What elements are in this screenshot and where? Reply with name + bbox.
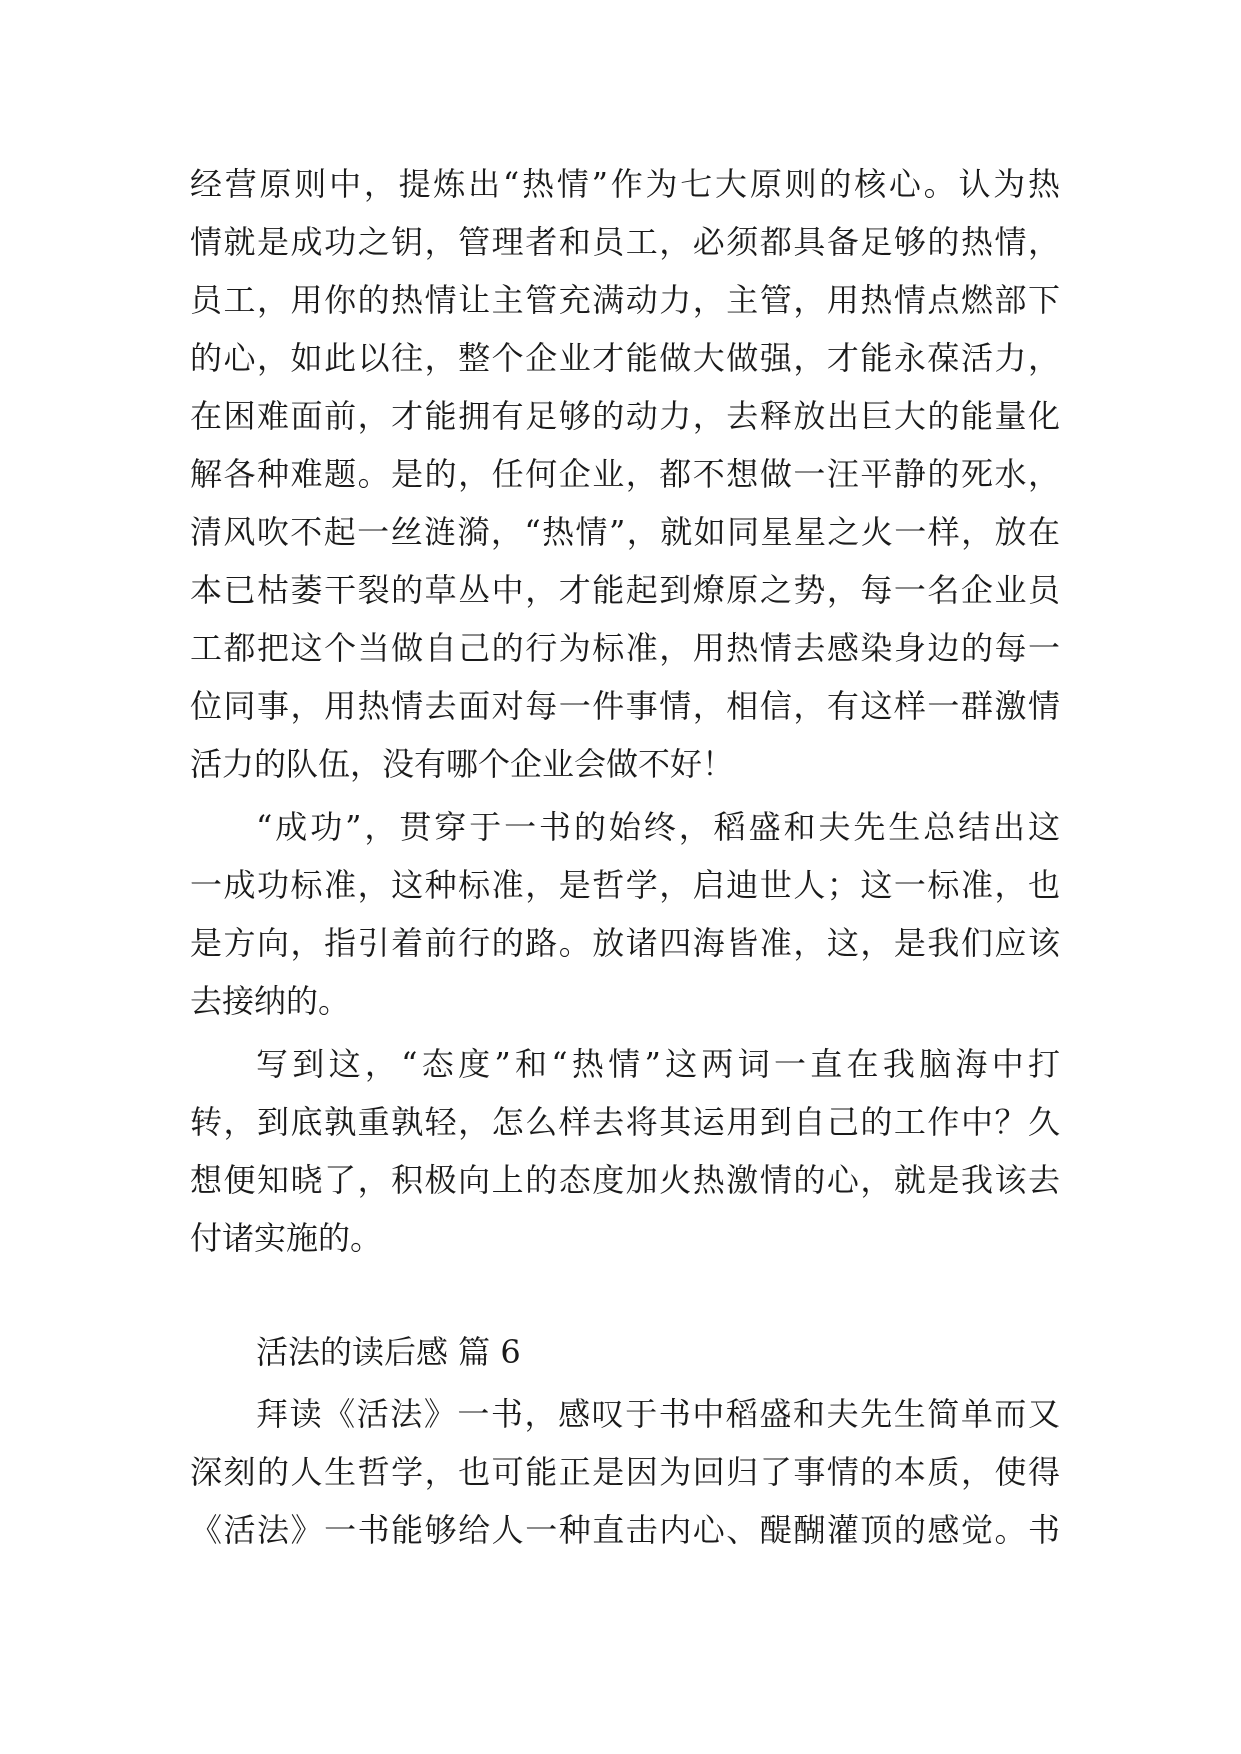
paragraph-line: 情就是成功之钥，管理者和员工，必须都具备足够的热情， <box>190 223 1060 261</box>
paragraph-line: 经营原则中，提炼出“热情”作为七大原则的核心。认为热 <box>190 165 1060 203</box>
paragraph-line: 去接纳的。 <box>190 982 351 1020</box>
paragraph-line: 工都把这个当做自己的行为标准，用热情去感染身边的每一 <box>190 629 1060 667</box>
paragraph-line: 员工，用你的热情让主管充满动力，主管，用热情点燃部下 <box>190 281 1060 319</box>
paragraph-line: 位同事，用热情去面对每一件事情，相信，有这样一群激情 <box>190 687 1060 725</box>
paragraph-line: 清风吹不起一丝涟漪，“热情”，就如同星星之火一样，放在 <box>190 513 1060 551</box>
paragraph-line: 本已枯萎干裂的草丛中，才能起到燎原之势，每一名企业员 <box>190 571 1060 609</box>
paragraph-line: 拜读《活法》一书，感叹于书中稻盛和夫先生简单而又 <box>256 1395 1060 1433</box>
paragraph-line: 想便知晓了，积极向上的态度加火热激情的心，就是我该去 <box>190 1161 1060 1199</box>
paragraph-line: 深刻的人生哲学，也可能正是因为回归了事情的本质，使得 <box>190 1453 1060 1491</box>
paragraph-line: 付诸实施的。 <box>190 1219 383 1257</box>
paragraph-line: 的心，如此以往，整个企业才能做大做强，才能永葆活力， <box>190 339 1060 377</box>
section-heading: 活法的读后感 篇 6 <box>256 1333 521 1371</box>
paragraph-line: 是方向，指引着前行的路。放诸四海皆准，这，是我们应该 <box>190 924 1060 962</box>
paragraph-line: 一成功标准，这种标准，是哲学，启迪世人；这一标准，也 <box>190 866 1060 904</box>
paragraph-line: 解各种难题。是的，任何企业，都不想做一汪平静的死水， <box>190 455 1060 493</box>
paragraph-line: 转，到底孰重孰轻，怎么样去将其运用到自己的工作中？久 <box>190 1103 1060 1141</box>
paragraph-line: 活力的队伍，没有哪个企业会做不好！ <box>190 745 735 783</box>
paragraph-line: 《活法》一书能够给人一种直击内心、醍醐灌顶的感觉。书 <box>190 1511 1060 1549</box>
paragraph-line: “成功”，贯穿于一书的始终，稻盛和夫先生总结出这 <box>256 808 1060 846</box>
paragraph-line: 在困难面前，才能拥有足够的动力，去释放出巨大的能量化 <box>190 397 1060 435</box>
paragraph-line: 写到这，“态度”和“热情”这两词一直在我脑海中打 <box>256 1045 1060 1083</box>
